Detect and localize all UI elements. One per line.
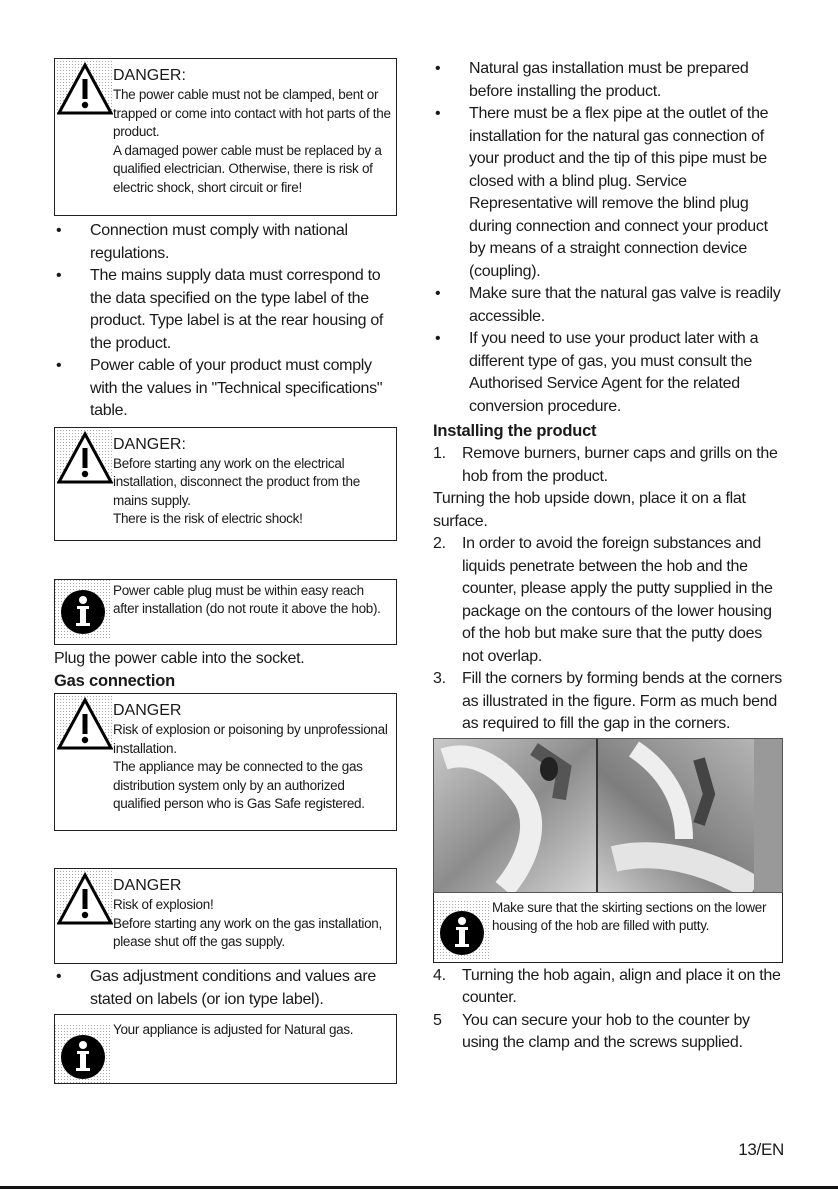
info-icon — [55, 1025, 111, 1083]
step-item: 1. Remove burners, burner caps and grills on the hob from the product. — [433, 445, 778, 485]
info-box-plug — [54, 579, 397, 645]
warning-triangle-icon — [57, 61, 113, 115]
right-column — [433, 58, 783, 1055]
danger-title: DANGER: — [113, 67, 186, 84]
list-item: • Connection must comply with national regulations. — [56, 222, 348, 262]
danger-box-gas-install — [54, 693, 397, 831]
danger-text: Risk of explosion! — [113, 897, 214, 912]
footer-rule — [0, 1186, 838, 1189]
danger-box-electrical — [54, 427, 397, 541]
danger-text: A damaged power cable must be replaced by a qualified electrician. Otherwise, there is risk of electric shock, short circuit or fire! — [113, 142, 382, 195]
step-item: 3. Fill the corners by forming bends at the corners as illustrated in the figure. Form as much bend as required to fill the gap in the corners. — [433, 670, 782, 732]
info-text: Make sure that the skirting sections on the lower housing of the hob are filled with putty. — [492, 899, 767, 933]
list-item: • Gas adjustment conditions and values are stated on labels (or ion type label). — [56, 968, 376, 1008]
putty-photo-image — [434, 739, 783, 893]
step-item: 4. Turning the hob again, align and place it on the counter. — [433, 966, 781, 1006]
info-icon — [434, 901, 490, 959]
info-text: Your appliance is adjusted for Natural gas. — [113, 1022, 354, 1037]
info-box-natural-gas — [54, 1014, 397, 1084]
paragraph: Plug the power cable into the socket. — [54, 649, 305, 667]
step-item: 5 You can secure your hob to the counter by using the clamp and the screws supplied. — [433, 1011, 750, 1051]
list-item: • If you need to use your product later with a different type of gas, you must consult the Authorised Service Agent for the related conversion procedure. — [435, 330, 759, 415]
list-item: • Power cable of your product must comply with the values in "Technical specifications" table. — [56, 357, 383, 419]
warning-triangle-icon — [57, 430, 113, 484]
danger-text: Before starting any work on the gas installation, please shut off the gas supply. — [113, 915, 382, 949]
info-box-putty — [433, 893, 783, 963]
danger-box-explosion — [54, 868, 397, 964]
info-text: Power cable plug must be within easy reach after installation (do not route it above the hob). — [113, 582, 381, 616]
step-item: 2. In order to avoid the foreign substances and liquids penetrate between the hob and the counter, please apply the putty supplied in the package on the contours of the lower housing of the hob but make sure that the putty does not overlap. — [433, 535, 773, 665]
putty-corner-figure — [433, 738, 783, 893]
danger-title: DANGER: — [113, 435, 186, 453]
danger-text: Risk of explosion or poisoning by unprofessional installation. — [113, 722, 388, 756]
paragraph: Turning the hob upside down, place it on a flat surface. — [433, 490, 746, 530]
danger-text: The appliance may be connected to the gas distribution system only by an authorized qualified person who is Gas Safe registered. — [113, 759, 365, 811]
list-item: • Natural gas installation must be prepared before installing the product. — [435, 60, 749, 100]
danger-text: The power cable must not be clamped, bent or trapped or come into contact with hot parts of the product. — [113, 87, 391, 139]
left-column — [54, 58, 397, 1084]
list-item: • Make sure that the natural gas valve is readily accessible. — [435, 285, 781, 325]
danger-box-power-cable — [54, 58, 397, 216]
info-icon — [55, 580, 111, 638]
page-number: 13/EN — [738, 1140, 784, 1159]
danger-title: DANGER — [113, 877, 182, 894]
section-heading-install: Installing the product — [433, 422, 597, 440]
warning-triangle-icon — [57, 871, 113, 925]
list-item: • The mains supply data must correspond to the data specified on the type label of the product. Type label is at the rear housing of the product. — [56, 267, 384, 352]
warning-triangle-icon — [57, 696, 113, 750]
danger-text: There is the risk of electric shock! — [113, 511, 303, 526]
section-heading-gas: Gas connection — [54, 672, 175, 690]
list-item: • There must be a flex pipe at the outlet of the installation for the natural gas connection of your product and the tip of this pipe must be closed with a blind plug. Service Representative will remove the blind plug during connection and connect your product by means of a straight connection device (coupling). — [435, 105, 769, 280]
danger-text: Before starting any work on the electrical installation, disconnect the product from the mains supply. — [113, 455, 360, 508]
danger-title: DANGER — [113, 702, 182, 719]
